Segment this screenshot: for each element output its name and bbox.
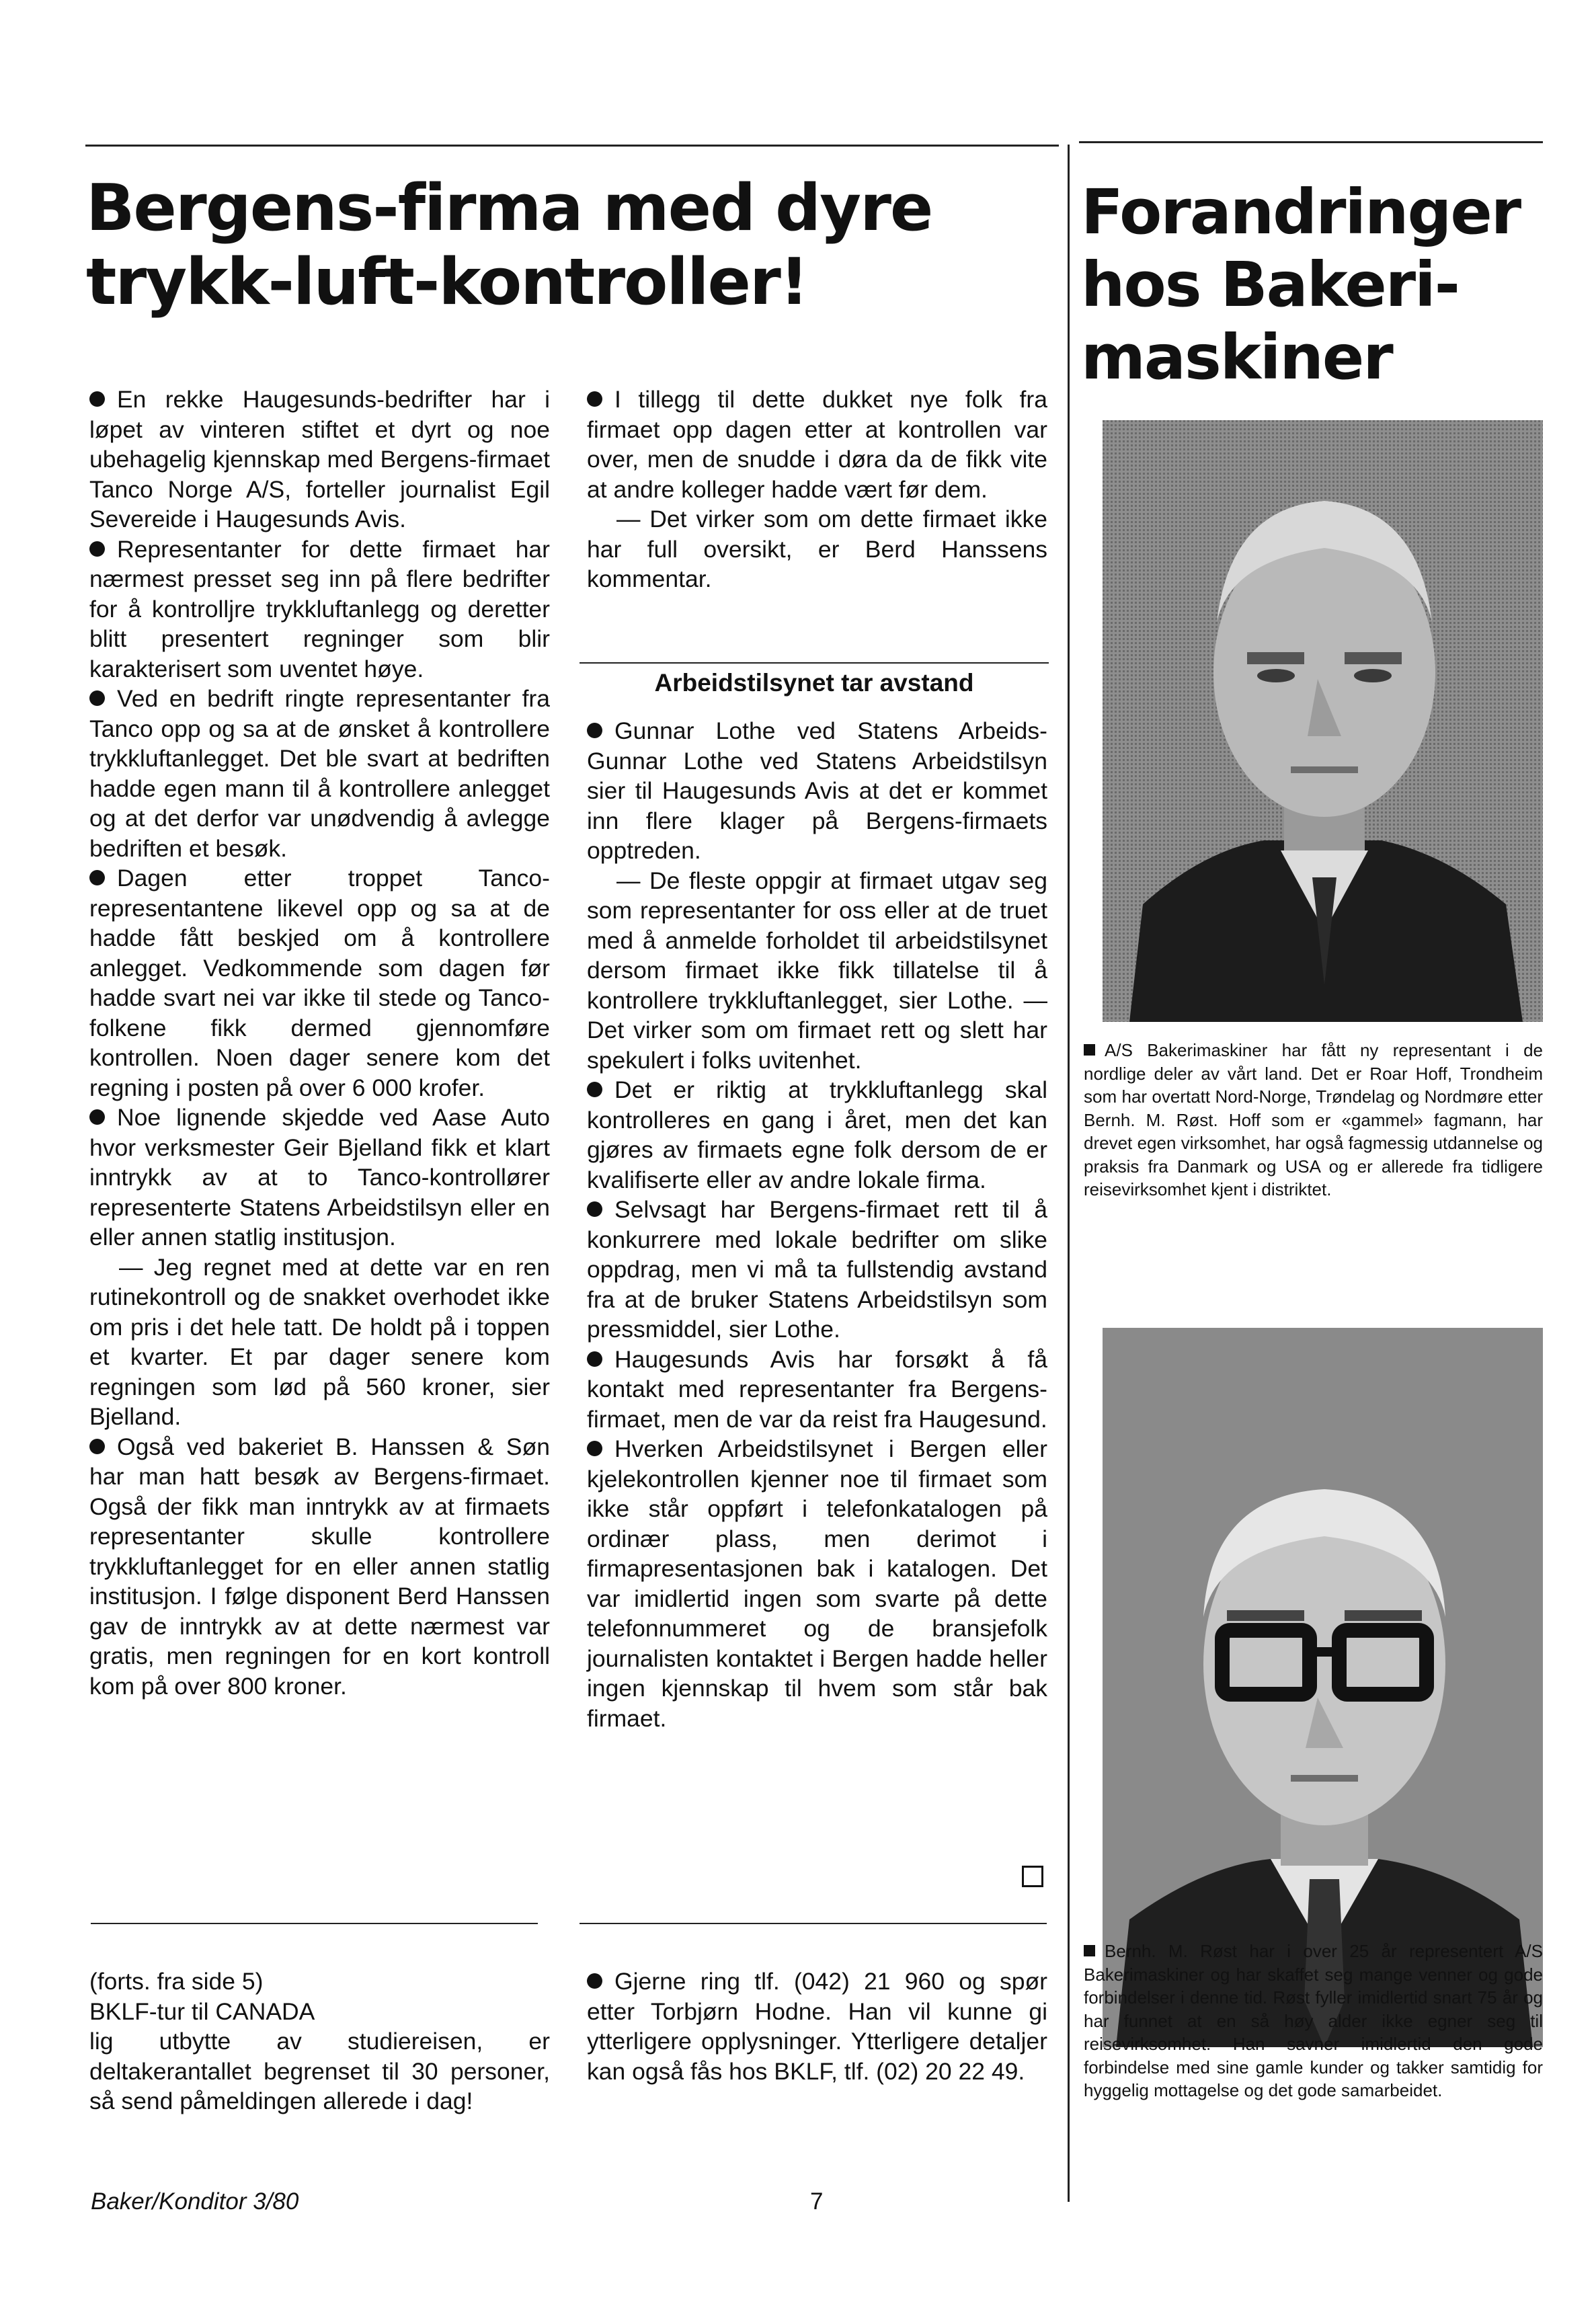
portrait-photo-1 (1103, 420, 1543, 1022)
photo-caption-2: Bernh. M. Røst har i over 25 år representert A/S Bakerimaskiner og har skaffet seg mange venner og gode forbindelser i denne tid. Røst fyller imidlertid snart 75 år og har funnet at en så høy alder ikke egner seg til reisevirksomhet. Han savner imidlertid den gode forbindelse med sine gamle kunder og takker samtidig for hyggelig mottagelse og det gode samarbeidet. (1084, 1940, 1543, 2102)
article-column-2-top (587, 385, 1047, 594)
paragraph: Selvsagt har Bergens-firmaet rett til å konkurrere med lokale bedrifter om slike oppdrag, men vi må ta fullstendig avstand fra at de bruker Statens Arbeidstilsyn som pressmiddel, sier Lothe. (587, 1195, 1047, 1345)
sidebar-headline (1081, 176, 1520, 394)
paragraph: Det er riktig at trykkluftanlegg skal kontrolleres en gang i året, men det kan gjøres av firmaets egne folk dersom de er kvalifiserte eller av andre lokale firma. (587, 1075, 1047, 1195)
paragraph: En rekke Haugesunds-bedrifter har i løpet av vinteren stiftet et dyrt og noe ubehagelig kjennskap med Bergens-firmaet Tanco Norge A/S, forteller journalist Egil Severeide i Haugesunds Avis. (89, 385, 550, 534)
paragraph: — De fleste oppgir at firmaet utgav seg som representanter for oss eller at de truet med å anmelde forholdet til arbeidstilsynet dersom firmaet ikke fikk tillatelse til å kontrollere trykkluftanlegget, sier Lothe. — Det virker som om firmaet rett og slett har spekulert i folks uvitenhet. (587, 867, 1047, 1074)
paragraph: Gunnar Lothe ved Statens Arbeids-Gunnar Lothe ved Statens Arbeidstilsyn sier til Haugesunds Avis at det er kommet inn flere klager på Bergens-firmaets opptreden. (587, 716, 1047, 866)
paragraph: I tillegg til dette dukket nye folk fra firmaet opp dagen etter at kontrollen var over, men de snudde i døra da de fikk vite at andre kolleger hadde vært før dem. (587, 385, 1047, 504)
contact-block (587, 1967, 1047, 2086)
paragraph: Ved en bedrift ringte representanter fra Tanco opp og sa at de ønsket å kontrollere trykkluftanlegget. Det ble svart at bedriften hadde egen mann til å kontrollere anlegget og at det derfor var unødvendig å avlegge bedriften et besøk. (89, 684, 550, 863)
contact-body: Gjerne ring tlf. (042) 21 960 og spør etter Torbjørn Hodne. Han vil kunne gi ytterligere opplysninger. Ytterligere detaljer kan også fås hos BKLF, tlf. (02) 20 22 49. (587, 1967, 1047, 2086)
article-headline (86, 171, 932, 319)
headline-line-2: trykk-luft-kontroller! (86, 245, 808, 319)
sidebar-headline-line-1: Forandringer (1081, 176, 1521, 248)
paragraph: Noe lignende skjedde ved Aase Auto hvor verksmester Geir Bjelland fikk et klart inntrykk av at to Tanco-kontrollører representerte Statens Arbeidstilsyn eller en eller annen statlig institusjon. (89, 1103, 550, 1253)
photo-caption-1: A/S Bakerimaskiner har fått ny representant i de nordlige deler av vårt land. Det er Roar Hoff, Trondheim som har overtatt Nord-Norge, Trøndelag og Nordmøre etter Bernh. M. Røst. Hoff som er «gammel» fagmann, har drevet egen virksomhet, har også fagmessig utdannelse og praksis fra Danmark og USA og er allerede fra tidligere reisevirksomhet kjent i distriktet. (1084, 1039, 1543, 1201)
paragraph: Også ved bakeriet B. Hanssen & Søn har man hatt besøk av Bergens-firmaet. Også der fikk man inntrykk av at firmaets representanter skulle kontrollere trykkluftanlegget for en eller annen statlig institusjon. I følge disponent Berd Hanssen gav de inntrykk av at dette nærmest var gratis, men regningen for en kort kontroll kom på over 800 kroner. (89, 1432, 550, 1702)
paragraph: Representanter for dette firmaet har nærmest presset seg inn på flere bedrifter for å kontrolljre trykkluftanlegg og deretter blitt presentert regninger som blir karakterisert som uventet høye. (89, 534, 550, 684)
sidebar-headline-line-3: maskiner (1081, 321, 1392, 393)
bottom-rule-mid (580, 1923, 1047, 1924)
magazine-footer: Baker/Konditor 3/80 (91, 2188, 299, 2215)
paragraph: — Jeg regnet med at dette var en ren rutinekontroll og de snakket overhodet ikke om pris i det hele tatt. De holdt på i toppen et kvarter. Et par dager senere kom regningen som lød på 560 kroner, sier Bjelland. (89, 1253, 550, 1430)
article-column-2-bottom (587, 716, 1047, 1733)
paragraph: — Det virker som om dette firmaet ikke har full oversikt, er Berd Hanssens kommentar. (587, 506, 1047, 592)
portrait-photo-1-graphic (1103, 420, 1543, 1022)
column-divider-vertical (1068, 145, 1070, 2202)
bottom-rule-left (91, 1923, 538, 1924)
page-number: 7 (810, 2188, 824, 2215)
subhead-rule (580, 662, 1049, 664)
subheading: Arbeidstilsynet tar avstand (654, 669, 974, 697)
paragraph: Haugesunds Avis har forsøkt å få kontakt med representanter fra Bergens-firmaet, men de var da reist fra Haugesund. (587, 1345, 1047, 1435)
continuation-body: lig utbytte av studiereisen, er deltakerantallet begrenset til 30 personer, så send påmeldingen allerede i dag! (89, 2028, 550, 2114)
article-column-1 (89, 385, 550, 1701)
continuation-block (89, 1967, 550, 2116)
paragraph: Dagen etter troppet Tanco-representantene likevel opp og sa at de hadde fått beskjed om å kontrollere anlegget. Vedkommende som dagen før hadde svart nei var ikke til stede og Tanco-folkene fikk dermed gjennomføre kontrollen. Noen dager senere kom det regning i posten på over 6 000 krofer. (89, 863, 550, 1103)
end-of-article-box (1022, 1866, 1043, 1887)
continuation-title: BKLF-tur til CANADA (89, 1997, 315, 2025)
continuation-note: (forts. fra side 5) (89, 1968, 264, 1995)
headline-line-1: Bergens-firma med dyre (86, 171, 932, 245)
top-rule-left (85, 145, 1059, 147)
top-rule-right (1079, 141, 1543, 143)
paragraph: Hverken Arbeidstilsynet i Bergen eller kjelekontrollen kjenner noe til firmaet som ikke står oppført i telefonkatalogen på ordinær plass, men derimot i firmapresentasjonen bak i katalogen. Det var imidlertid ingen som svarte på dette telefonnummeret og de bransjefolk journalisten kontaktet i Bergen hadde heller ingen kjennskap til hvem som står bak firmaet. (587, 1434, 1047, 1733)
sidebar-headline-line-2: hos Bakeri- (1081, 249, 1459, 321)
